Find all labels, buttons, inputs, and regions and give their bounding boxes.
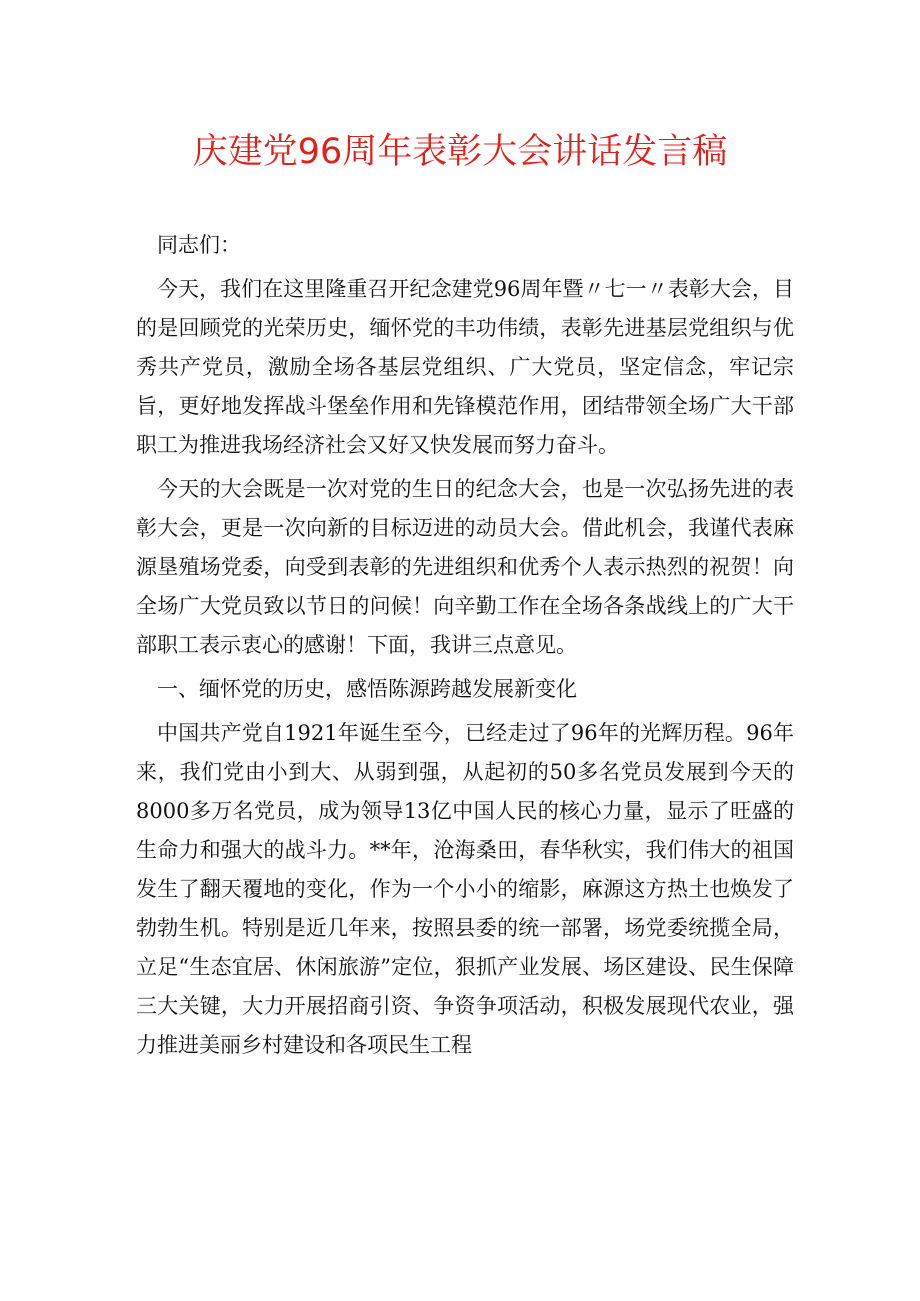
salutation: 同志们： (157, 233, 241, 257)
paragraph-meeting: 今天的大会既是一次对党的生日的纪念大会，也是一次弘扬先进的表彰大会，更是一次向新的目标迈进的动员大会。借此机会，我谨代表麻源垦殖场党委，向受到表彰的先进组织和优秀个人表示热烈的祝贺！向全场广大党员致以节日的问候！向辛勤工作在全场各条战线上的广大干部职工表示衷心的感谢！下面，我讲三点意见。 (136, 477, 794, 657)
document-body (136, 226, 794, 1065)
paragraph-history: 中国共产党自1921年诞生至今，已经走过了96年的光辉历程。96年来，我们党由小到大、从弱到强，从起初的50多名党员发展到今天的8000多万名党员，成为领导13亿中国人民的核心力量，显示了旺盛的生命力和强大的战斗力。**年，沧海桑田，春华秋实，我们伟大的祖国发生了翻天覆地的变化，作为一个小小的缩影，麻源这方热土也焕发了勃勃生机。特别是近几年来，按照县委的统一部署，场党委统揽全局，立足“生态宜居、休闲旅游”定位，狠抓产业发展、场区建设、民生保障三大关键，大力开展招商引资、争资争项活动，积极发展现代农业，强力推进美丽乡村建设和各项民生工程 (136, 721, 794, 1057)
paragraph-opening: 今天，我们在这里隆重召开纪念建党96周年暨〃七一〃表彰大会，目的是回顾党的光荣历史，缅怀党的丰功伟绩，表彰先进基层党组织与优秀共产党员，激励全场各基层党组织、广大党员，坚定信念，牢记宗旨，更好地发挥战斗堡垒作用和先锋模范作用，团结带领全场广大干部职工为推进我场经济社会又好又快发展而努力奋斗。 (136, 277, 794, 457)
section-heading-1: 一、缅怀党的历史，感悟陈源跨越发展新变化 (157, 677, 577, 701)
document-title: 庆建党96周年表彰大会讲话发言稿 (192, 132, 728, 172)
